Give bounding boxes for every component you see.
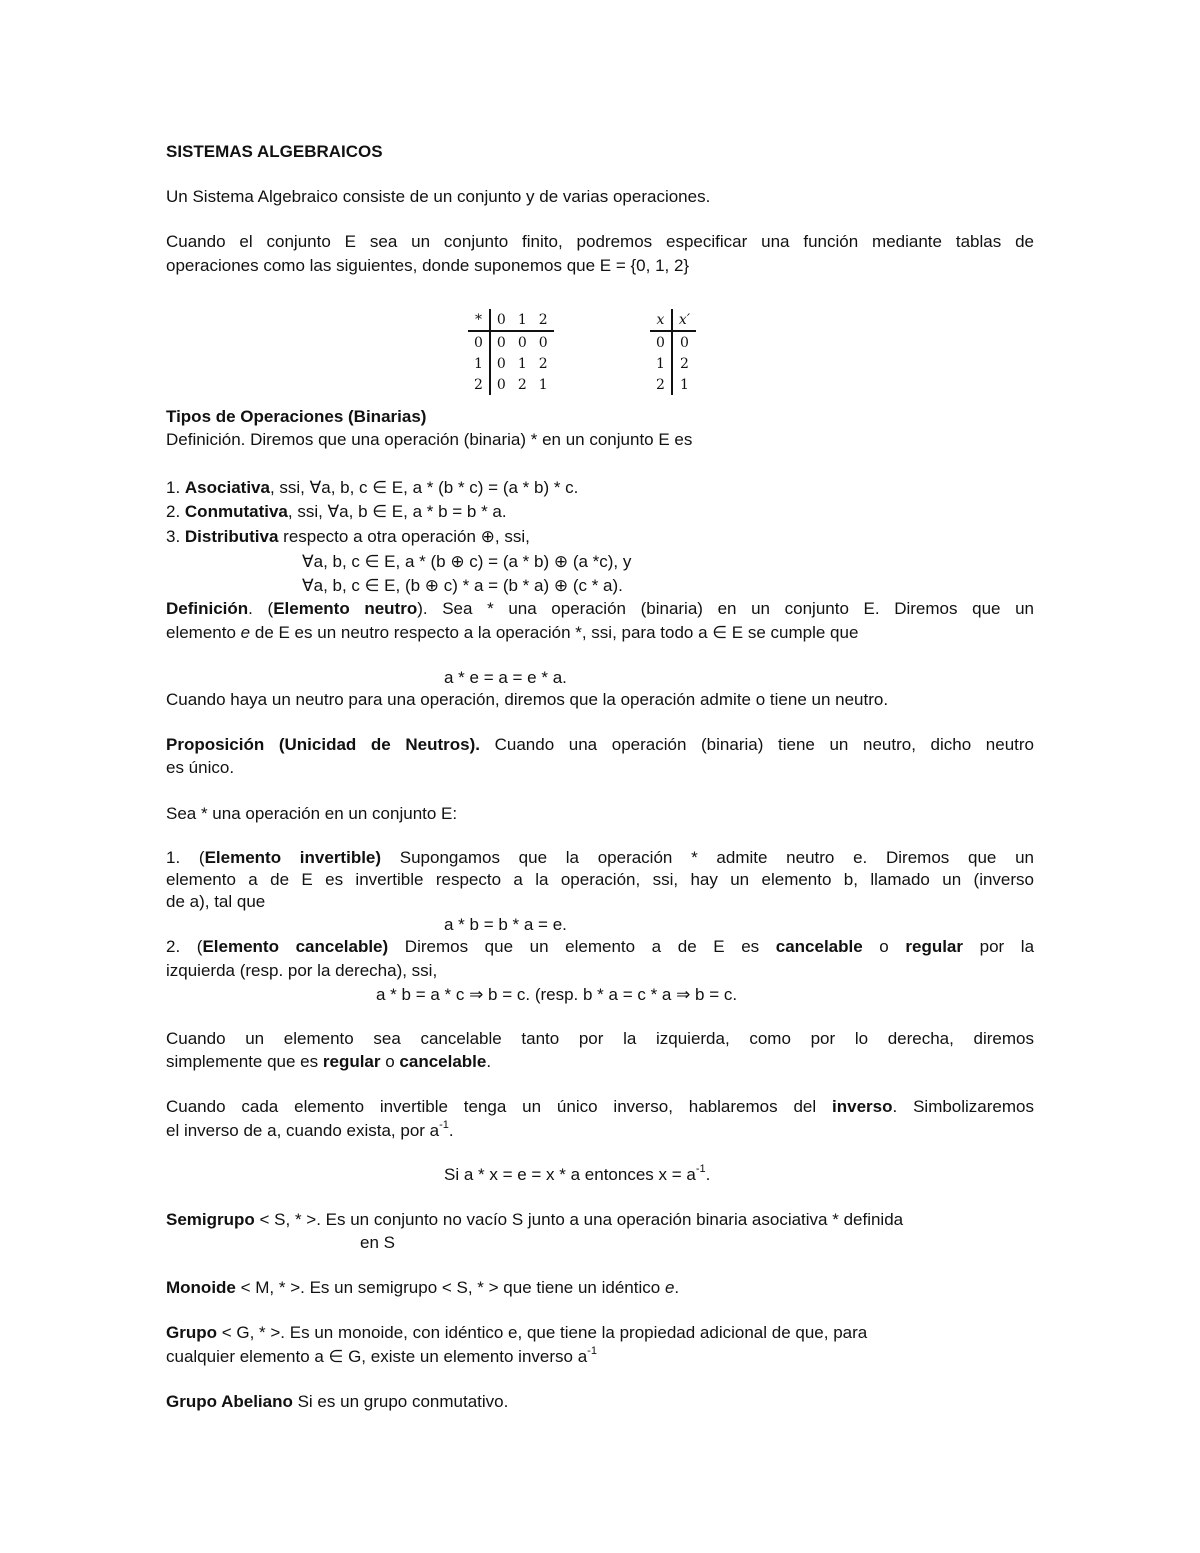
semigrupo-line2: en S <box>360 1233 395 1252</box>
table-cell: 0 <box>496 334 506 351</box>
table-cell: 2 <box>533 309 554 331</box>
neutro-after: Cuando haya un neutro para una operación, diremos que la operación admite o tiene un neutro. <box>166 690 889 709</box>
table-row <box>468 331 554 353</box>
table-cell: 2 <box>517 376 527 393</box>
grupo-line1: Grupo < G, * >. Es un monoide, con idéntico e, que tiene la propiedad adicional de que, para <box>166 1323 868 1342</box>
table-cell: 0 <box>490 309 512 331</box>
table-cell: 0 <box>496 355 506 372</box>
grupo-line2: cualquier elemento a ∈ G, existe un elemento inverso $a^{-1}$ <box>166 1345 597 1366</box>
table-cell: 0 <box>538 334 548 351</box>
intro2-line1: Cuando el conjunto E sea un conjunto finito, podremos especificar una función mediante tablas de <box>166 232 1034 251</box>
neutro-definition-line2: elemento e de E es un neutro respecto a la operación *, ssi, para todo a ∈ E se cumple que <box>166 623 859 642</box>
table-cell: 1 <box>650 353 672 374</box>
sea-text: Sea * una operación en un conjunto E: <box>166 804 458 823</box>
table-cell: x <box>650 309 672 331</box>
cuando-inverso-line1: Cuando cada elemento invertible tenga un único inverso, hablaremos del inverso. Simbolizaremos <box>166 1097 1034 1116</box>
table-cell: 0 <box>650 331 672 353</box>
proposicion-line2: es único. <box>166 758 235 777</box>
table-row <box>650 374 696 395</box>
invertible-line1: 1. (Elemento invertible) Supongamos que la operación * admite neutro e. Diremos que un <box>166 848 1034 867</box>
monoide-definition: Monoide < M, * >. Es un semigrupo < S, * > que tiene un idéntico e. <box>166 1278 680 1297</box>
table-row <box>468 374 554 395</box>
table-row <box>468 353 554 374</box>
distributiva-formula-1: ∀a, b, c ∈ E, a * (b ⊕ c) = (a * b) ⊕ (a *c), y <box>302 552 632 571</box>
cancelable-line2: izquierda (resp. por la derecha), ssi, <box>166 961 438 980</box>
inverso-formula: Si a * x = e = x * a entonces $x = a^{-1}$. <box>444 1163 711 1184</box>
cuando-regular-line2: simplemente que es regular o cancelable. <box>166 1052 492 1071</box>
cuando-regular-line1: Cuando un elemento sea cancelable tanto por la izquierda, como por lo derecha, diremos <box>166 1029 1034 1048</box>
distributiva-formula-2: ∀a, b, c ∈ E, (b ⊕ c) * a = (b * a) ⊕ (c * a). <box>302 576 623 595</box>
table-cell: x′ <box>672 309 696 331</box>
list-item-distributiva: 3. Distributiva respecto a otra operación ⊕, ssi, <box>166 527 530 546</box>
table-cell: 1 <box>680 376 689 393</box>
intro2-line2: operaciones como las siguientes, donde suponemos que E = {0, 1, 2} <box>166 256 690 275</box>
cancelable-line1: 2. (Elemento cancelable) Diremos que un elemento a de E es cancelable o regular por la <box>166 937 1035 956</box>
operation-table-prime <box>650 309 696 395</box>
neutro-formula: a * e = a = e * a. <box>444 668 567 687</box>
tipos-definition: Definición. Diremos que una operación (binaria) * en un conjunto E es <box>166 430 693 449</box>
grupo-abeliano: Grupo Abeliano Si es un grupo conmutativo. <box>166 1392 509 1411</box>
table-cell: 0 <box>496 376 506 393</box>
page-title: SISTEMAS ALGEBRAICOS <box>166 142 383 161</box>
table-row <box>650 331 696 353</box>
table-cell: 0 <box>517 334 527 351</box>
table-cell: 1 <box>517 355 527 372</box>
table-cell: 1 <box>512 309 533 331</box>
table-cell: 1 <box>468 353 490 374</box>
table-cell: 0 <box>680 334 689 351</box>
semigrupo-line1: Semigrupo < S, * >. Es un conjunto no vacío S junto a una operación binaria asociativa * definida <box>166 1210 904 1229</box>
intro-text: Un Sistema Algebraico consiste de un conjunto y de varias operaciones. <box>166 187 711 206</box>
table-cell: * <box>468 309 490 331</box>
table-cell: 2 <box>680 355 689 372</box>
table-row <box>650 309 696 331</box>
proposicion-line1: Proposición (Unicidad de Neutros). Cuando una operación (binaria) tiene un neutro, dicho neutro <box>166 735 1034 754</box>
list-item-asociativa: 1. Asociativa, ssi, ∀a, b, c ∈ E, a * (b * c) = (a * b) * c. <box>166 478 579 497</box>
table-cell: 2 <box>538 355 548 372</box>
cuando-inverso-line2: el inverso de a, cuando exista, por $a^{-1}$. <box>166 1119 454 1140</box>
table-row <box>468 309 554 331</box>
table-cell: 2 <box>468 374 490 395</box>
table-cell: 0 <box>468 331 490 353</box>
table-row <box>650 353 696 374</box>
list-item-conmutativa: 2. Conmutativa, ssi, ∀a, b ∈ E, a * b = b * a. <box>166 502 507 521</box>
cancelable-formula: a * b = a * c ⇒ b = c. (resp. b * a = c * a ⇒ b = c. <box>376 985 738 1004</box>
invertible-line2: elemento a de E es invertible respecto a la operación, ssi, hay un elemento b, llamado un (inverso <box>166 870 1034 889</box>
table-cell: 2 <box>650 374 672 395</box>
invertible-formula: a * b = b * a = e. <box>444 915 567 934</box>
neutro-definition-line1: Definición. (Elemento neutro). Sea * una operación (binaria) en un conjunto E. Diremos que un <box>166 599 1035 618</box>
section-heading-tipos: Tipos de Operaciones (Binarias) <box>166 407 427 426</box>
invertible-line3: de a), tal que <box>166 892 266 911</box>
table-cell: 1 <box>538 376 548 393</box>
operation-table-star <box>468 309 554 395</box>
